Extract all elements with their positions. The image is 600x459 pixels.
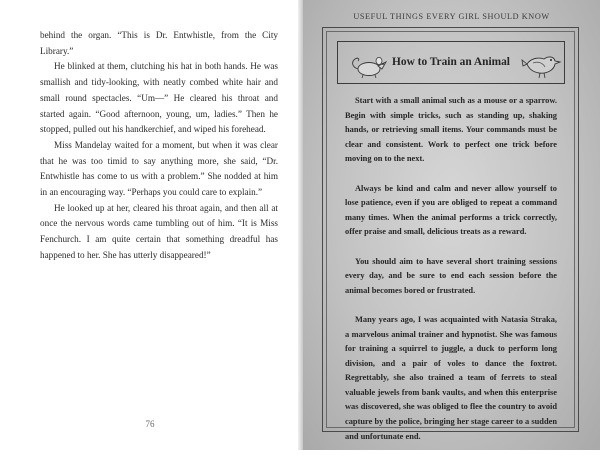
right-paragraph-2: Always be kind and calm and never allow yourself to lose patience, even if you are obliged to repeat a command many times. When the animal performs a trick correctly, offer praise and small, delicious treats as a reward. <box>345 183 557 237</box>
left-paragraph-4: He looked up at her, cleared his throat again, and then all at once the nervous words came tumbling out of him. “It is Miss Fenchurch. I am quite certain that something dreadful has happened to her. She has utterly disappeared!” <box>40 202 278 260</box>
left-page-body <box>40 28 278 264</box>
left-page <box>0 0 300 450</box>
right-paragraph-3: You should aim to have several short training sessions every day, and be sure to end each session before the animal becomes bored or frustrated. <box>345 256 557 295</box>
right-paragraph-1: Start with a small animal such as a mouse or a sparrow. Begin with simple tricks, such as standing up, shaking hands, or retrieving small items. Your commands must be clear and consistent. Work to perfect one trick before moving on to the next. <box>345 96 557 164</box>
right-page <box>303 0 600 450</box>
right-page-body <box>345 94 557 459</box>
page-number: 76 <box>145 419 155 429</box>
left-paragraph-3: Miss Mandelay waited for a moment, but when it was clear that he was too timid to say anything more, she said, “Dr. Entwhistle has come to us with a problem.” She nodded at him in an encouraging way. “Perhaps you could care to explain.” <box>40 139 278 198</box>
right-paragraph-4: Many years ago, I was acquainted with Natasia Straka, a marvelous animal trainer and hypnotist. She was famous for training a squirrel to juggle, a duck to perform long division, and a pair of voles to dance the foxtrot. Regrettably, she also trained a team of ferrets to steal valuable jewels from bank vaults, and when this enterprise was discovered, she was obliged to flee the country to avoid capture by the police, bringing her stage career to a sudden and unfortunate end. <box>345 314 557 441</box>
left-paragraph-2: He blinked at them, clutching his hat in both hands. He was smallish and tidy-looking, with neatly combed white hair and small round spectacles. “Um—” He cleared his throat and started again. “Good afternoon, young, um, ladies.” Then he stopped, pulled out his handkerchief, and wiped his forehead. <box>40 61 278 135</box>
running-head: USEFUL THINGS EVERY GIRL SHOULD KNOW <box>353 12 550 21</box>
sparrow-icon <box>521 47 563 81</box>
left-paragraph-1: behind the organ. “This is Dr. Entwhistle, from the City Library.” <box>40 30 278 56</box>
box-title: How to Train an Animal <box>392 56 510 68</box>
